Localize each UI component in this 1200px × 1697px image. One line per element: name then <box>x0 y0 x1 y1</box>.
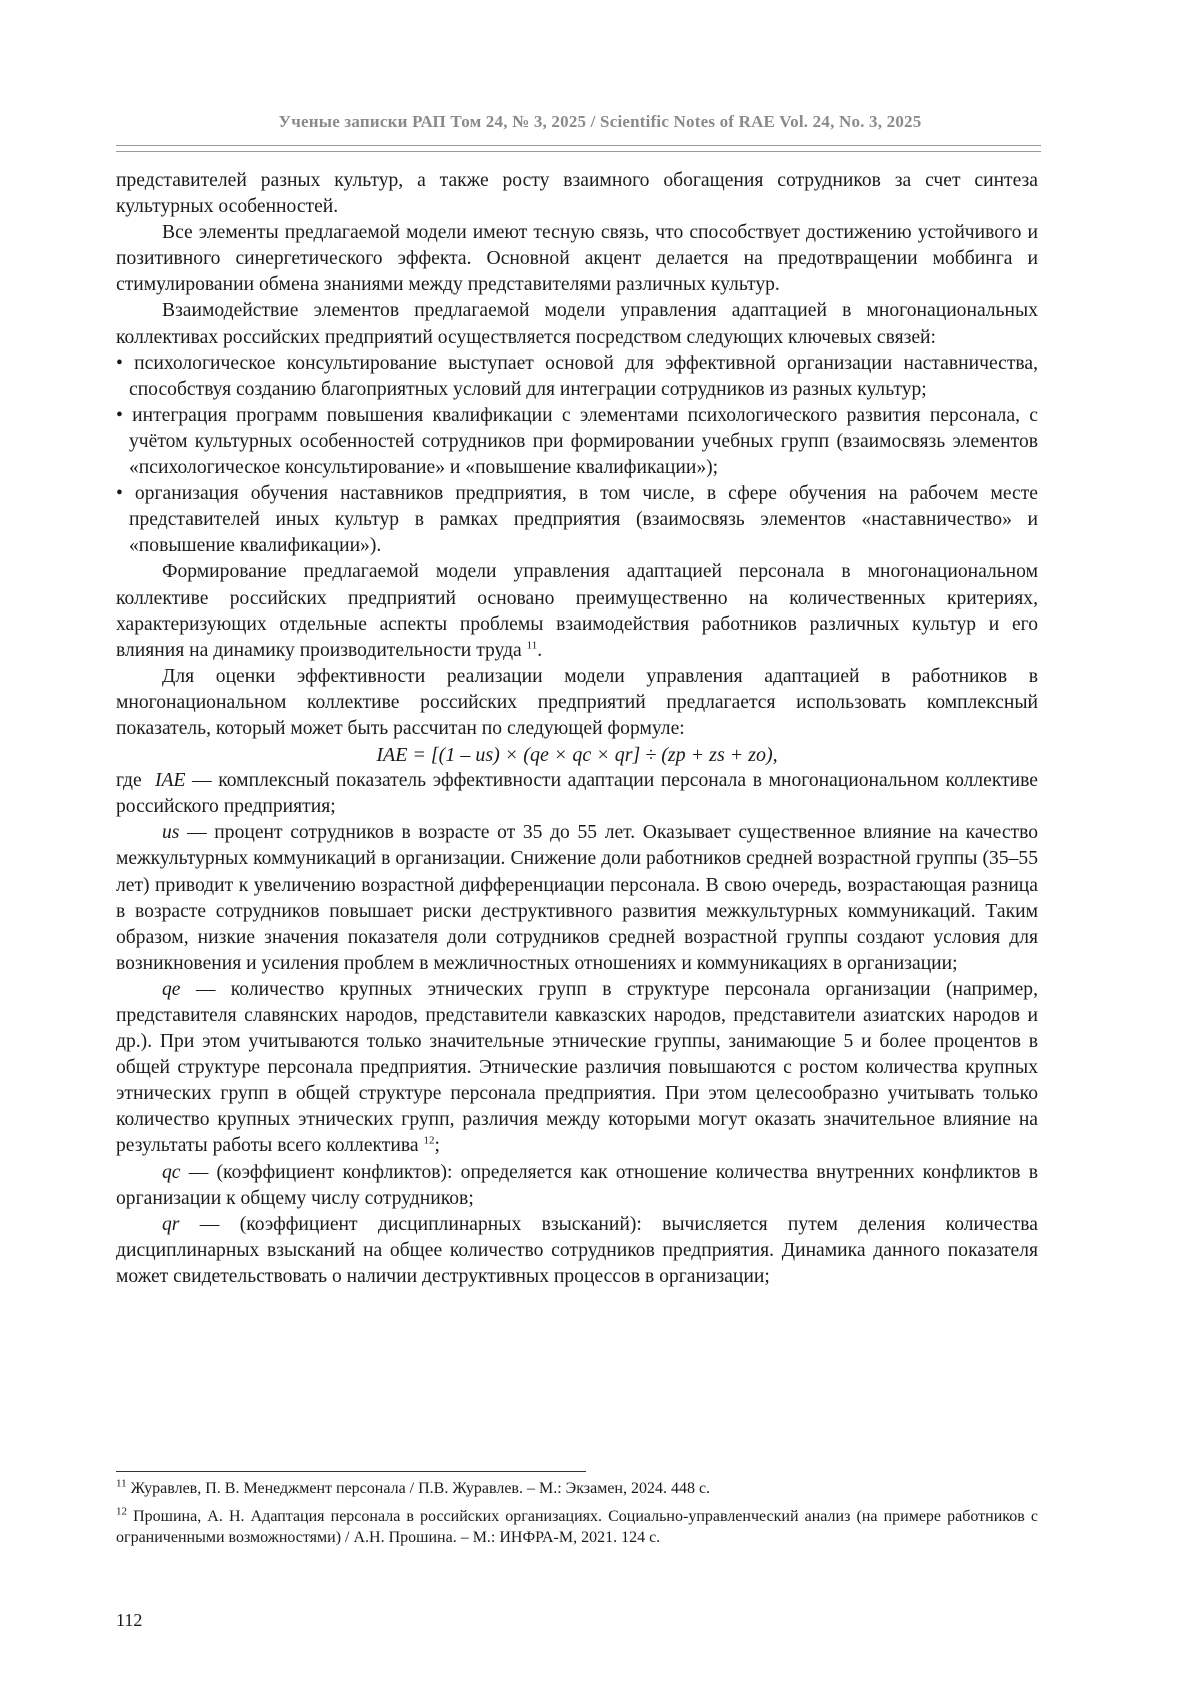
main-text <box>116 168 1038 1290</box>
formula-iae: IAE = [(1 – us) × (qe × qc × qr] ÷ (zp + zs + zo), <box>376 744 778 767</box>
footnote-rule <box>116 1471 586 1472</box>
definition-iae-text: — комплексный показатель эффективности адаптации персонала в многонациональном коллективе российского предприятия; <box>116 770 1039 818</box>
definition-qc <box>116 1160 1038 1212</box>
page-number: 112 <box>116 1610 143 1630</box>
definition-qr <box>116 1212 1038 1290</box>
paragraph-4 <box>116 559 1038 663</box>
footnote-11-num: 11 <box>116 1477 127 1490</box>
definition-qr-text: — (коэффициент дисциплинарных взысканий): вычисляется путем деления количества дисциплинарных взысканий на общее количество сотрудников предприятия. Динамика данного показателя может свидетельствовать о наличии деструктивных процессов в организации; <box>116 1213 1038 1287</box>
footnote-12-text: Прошина, А. Н. Адаптация персонала в российских организациях. Социально-управленческий анализ (на примере работников с ограниченными возможностями) / А.Н. Прошина. – М.: ИНФРА-М, 2021. 124 с. <box>116 1507 1039 1546</box>
definition-us <box>116 820 1038 977</box>
bullet-item-3: • организация обучения наставников предприятия, в том числе, в сфере обучения на рабочем месте представителей иных культур в рамках предприятия (взаимосвязь элементов «наставничество» и «повышение квалификации»). <box>116 483 1038 557</box>
footnote-12-num: 12 <box>116 1505 127 1518</box>
var-us: us <box>162 822 180 844</box>
var-qr: qr <box>162 1213 180 1235</box>
definition-us-text: — процент сотрудников в возрасте от 35 до 55 лет. Оказывает существенное влияние на качество межкультурных коммуникаций в организации. Снижение доли работников средней возрастной группы (35–55 лет) приводит к увеличению возрастной дифференциации персонала. В свою очередь, возрастающая разница в возрасте сотрудников повышает риски деструктивного развития межкультурных коммуникаций. Таким образом, низкие значения показателя доли сотрудников средней возрастной группы создают условия для возникновения и усиления проблем в межличностных отношениях и коммуникациях в организации; <box>116 822 1038 974</box>
definition-qe <box>116 977 1038 1160</box>
paragraph-3: Взаимодействие элементов предлагаемой модели управления адаптацией в многонациональных коллективах российских предприятий осуществляется посредством следующих ключевых связей: <box>116 300 1038 348</box>
footnotes <box>116 1478 1038 1555</box>
definition-iae <box>116 768 1038 820</box>
bullet-item-1: • психологическое консультирование выступает основой для эффективной организации наставничества, способствуя созданию благоприятных условий для интеграции сотрудников из разных культур; <box>116 352 1038 400</box>
bullet-item-2: • интеграция программ повышения квалификации с элементами психологического развития персонала, с учётом культурных особенностей сотрудников при формировании учебных групп (взаимосвязь элементов «психологическое консультирование» и «повышение квалификации»); <box>116 404 1038 479</box>
footnote-ref-11[interactable]: 11 <box>526 639 538 652</box>
var-qc: qc <box>162 1161 181 1183</box>
footnote-11 <box>116 1478 1038 1500</box>
header-rule-top <box>116 145 1041 146</box>
paragraph-2: Все элементы предлагаемой модели имеют тесную связь, что способствует достижению устойчивого и позитивного синергетического эффекта. Основной акцент делается на предотвращении моббинга и стимулировании обмена знаниями между представителями различных культур. <box>116 222 1038 296</box>
where-lead: где <box>116 770 142 792</box>
footnote-12 <box>116 1506 1038 1549</box>
var-iae: IAE <box>154 770 186 792</box>
footnote-ref-12[interactable]: 12 <box>423 1134 435 1147</box>
definition-qe-end: ; <box>434 1135 440 1157</box>
running-header: Ученые записки РАП Том 24, № 3, 2025 / Scientific Notes of RAE Vol. 24, No. 3, 2025 <box>278 112 922 131</box>
paragraph-5: Для оценки эффективности реализации модели управления адаптацией в работников в многонациональном коллективе российских предприятий предлагается использовать комплексный показатель, который может быть рассчитан по следующей формуле: <box>116 665 1038 739</box>
var-qe: qe <box>162 978 181 1000</box>
paragraph-1: представителей разных культур, а также росту взаимного обогащения сотрудников за счет синтеза культурных особенностей. <box>116 170 1038 218</box>
header-rule-bottom <box>116 151 1041 152</box>
definition-qe-text: — количество крупных этнических групп в структуре персонала организации (например, представителя славянских народов, представители кавказских народов, представители азиатских народов и др.). При этом учитываются только значительные этнические группы, занимающие 5 и более процентов в общей структуре персонала предприятия. Этнические различия повышаются с ростом количества крупных этнических групп в общей структуре персонала предприятия. При этом целесообразно учитывать только количество крупных этнических групп, различия между которыми могут оказать значительное влияние на результаты работы всего коллектива <box>116 978 1038 1157</box>
paragraph-4-text: Формирование предлагаемой модели управления адаптацией персонала в многонациональном коллективе российских предприятий основано преимущественно на количественных критериях, характеризующих отдельные аспекты проблемы взаимодействия работников различных культур и его влияния на динамику производительности труда <box>116 561 1038 661</box>
definition-qc-text: — (коэффициент конфликтов): определяется как отношение количества внутренних конфликтов в организации к общему числу сотрудников; <box>116 1161 1038 1209</box>
paragraph-4-end: . <box>537 639 543 661</box>
footnote-11-text: Журавлев, П. В. Менеджмент персонала / П.В. Журавлев. – М.: Экзамен, 2024. 448 с. <box>130 1480 711 1497</box>
